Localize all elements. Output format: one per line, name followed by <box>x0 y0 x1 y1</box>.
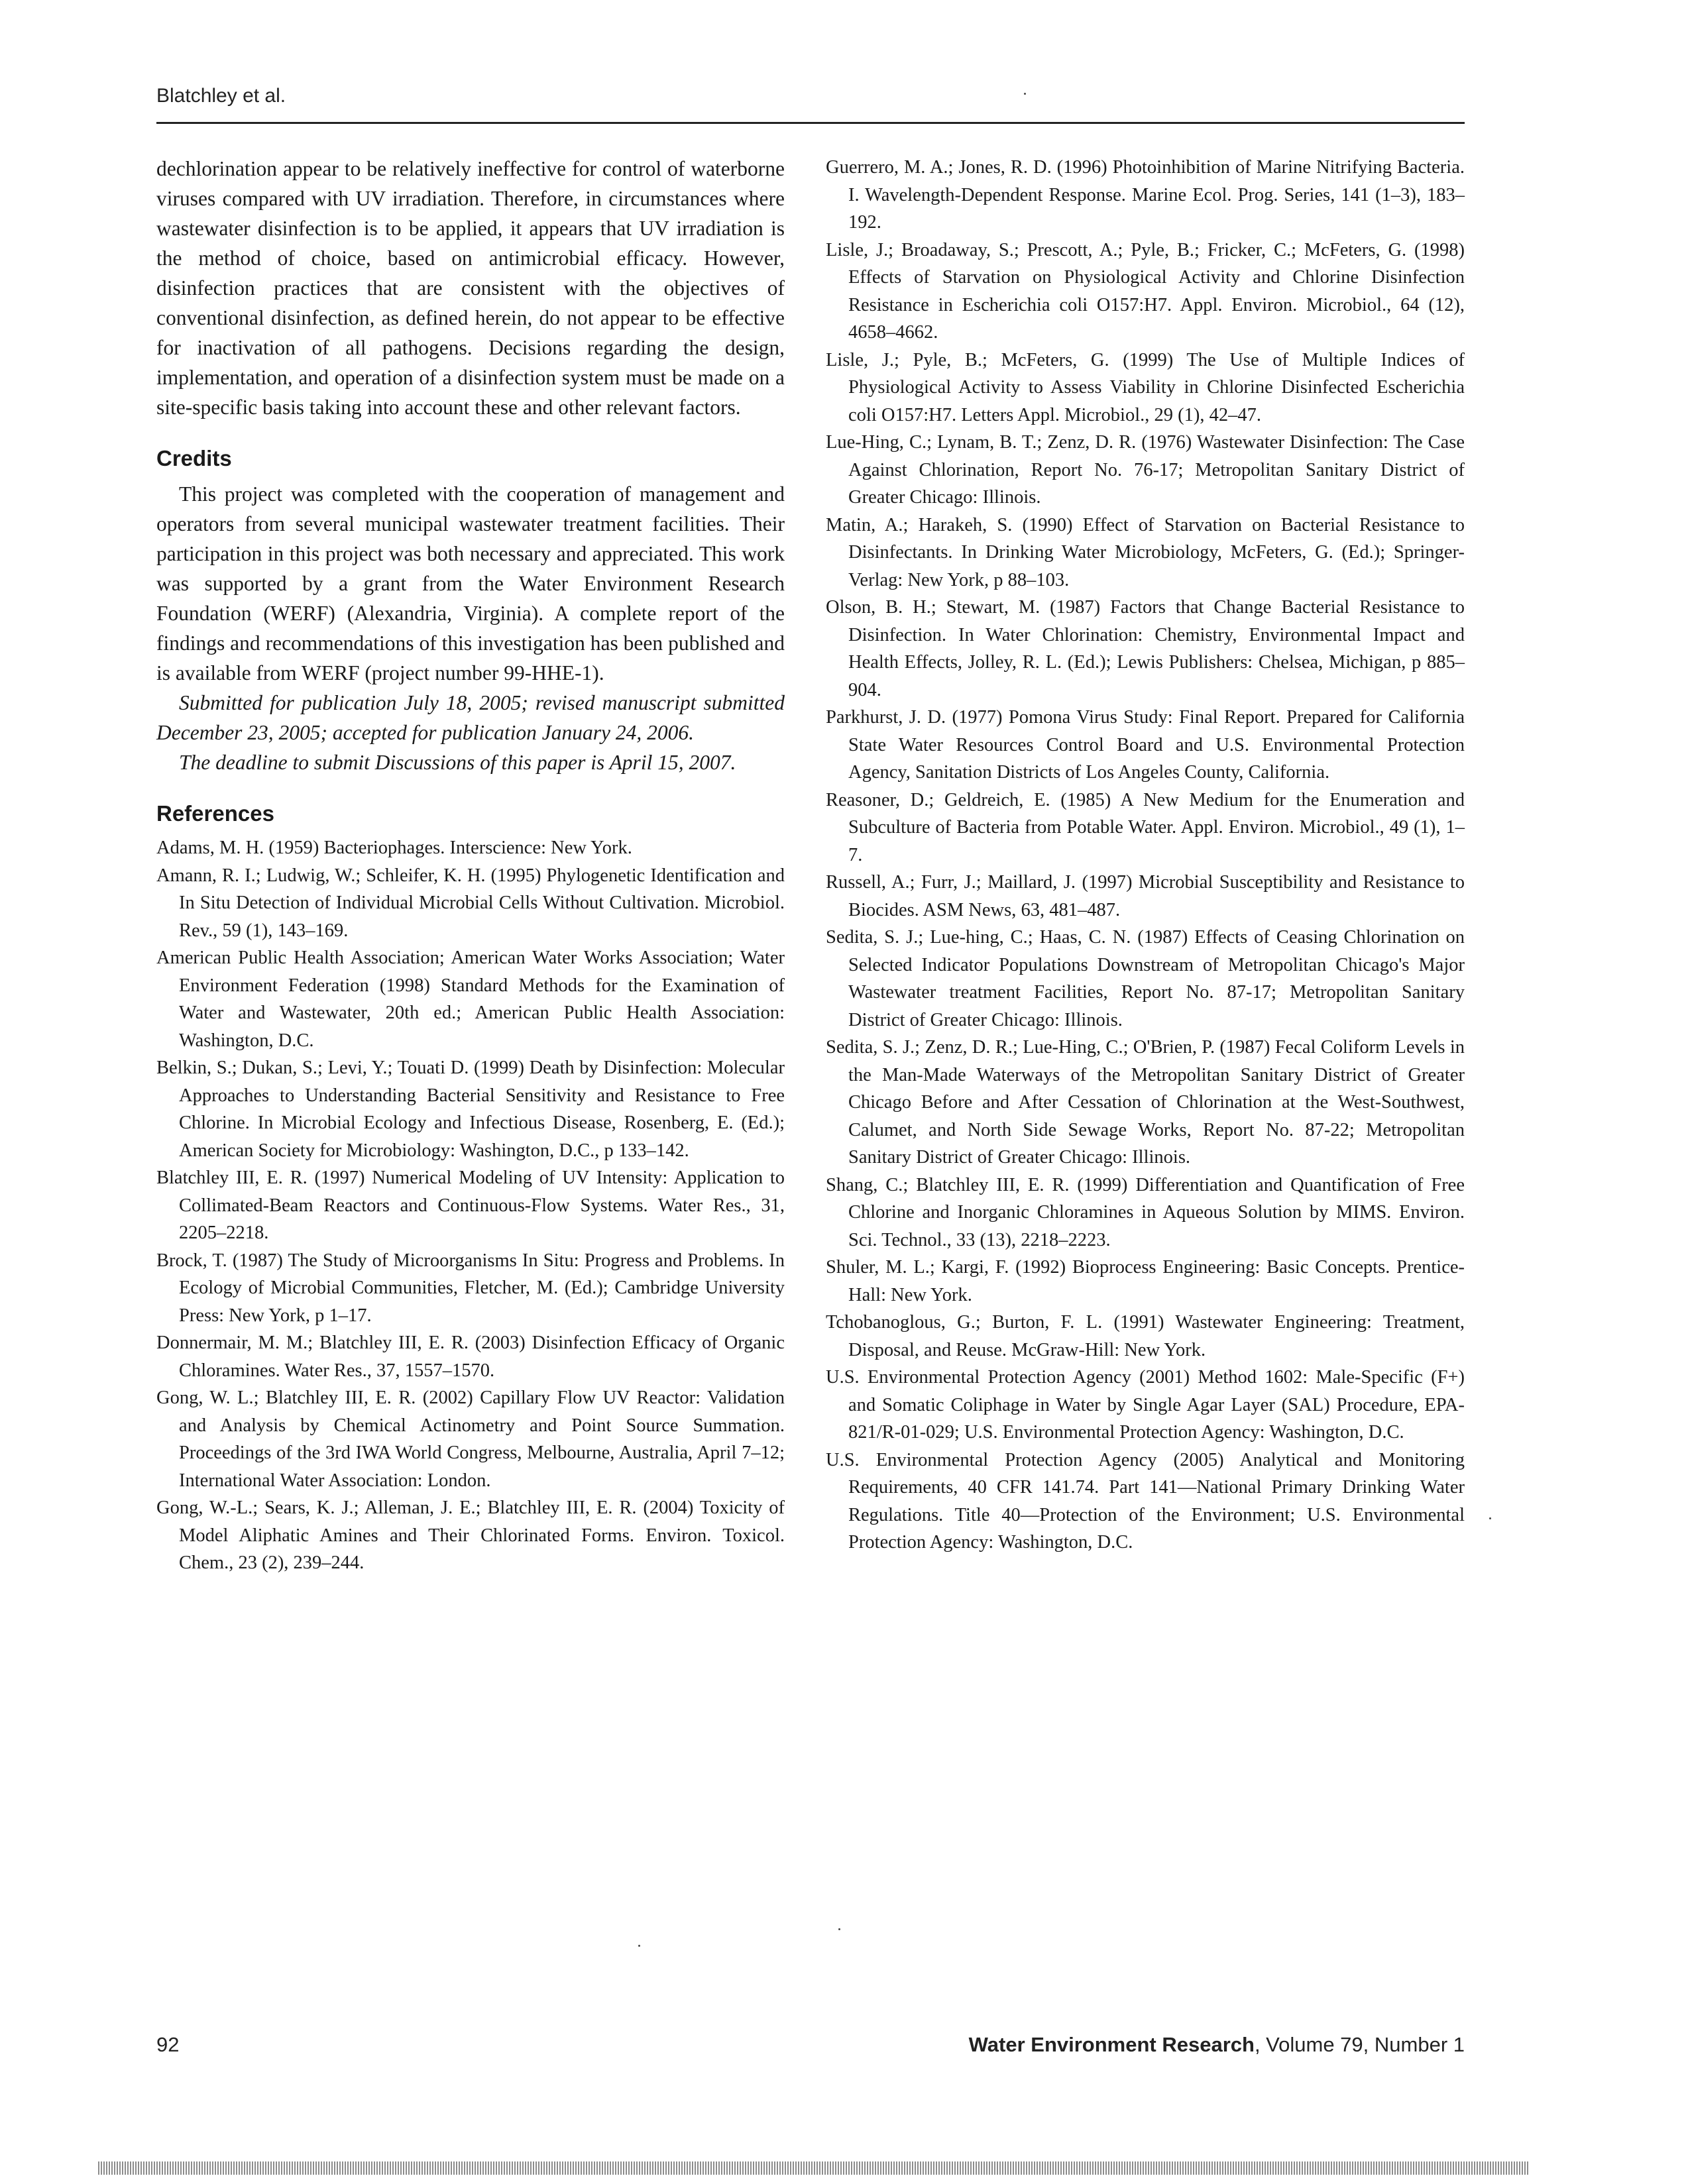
reference-entry: Parkhurst, J. D. (1977) Pomona Virus Study: Final Report. Prepared for California State Water Resources Control Board and U.S. Environmental Protection Agency, Sanitation Districts of Los Angeles County, California. <box>826 707 1465 783</box>
reference-entry: Tchobanoglous, G.; Burton, F. L. (1991) Wastewater Engineering: Treatment, Disposal, and Reuse. McGraw-Hill: New York. <box>826 1312 1465 1360</box>
reference-entry: Lue-Hing, C.; Lynam, B. T.; Zenz, D. R. (1976) Wastewater Disinfection: The Case Against Chlorination, Report No. 76-17; Metropolitan Sanitary District of Greater Chicago: Illinois. <box>826 432 1465 508</box>
right-column <box>826 154 1465 1556</box>
credits-heading: Credits <box>156 446 232 470</box>
reference-entry: Sedita, S. J.; Lue-hing, C.; Haas, C. N. (1987) Effects of Ceasing Chlorination on Selected Indicator Populations Downstream of Metropolitan Chicago's Major Wastewater treatment Facilities, Report No. 87-17; Metropolitan Sanitary District of Greater Chicago: Illinois. <box>826 927 1465 1030</box>
reference-entry: Belkin, S.; Dukan, S.; Levi, Y.; Touati D. (1999) Death by Disinfection: Molecular Approaches to Understanding Bacterial Sensitivity and Resistance to Free Chlorine. In Microbial Ecology and Infectious Disease, Rosenberg, E. (Ed.); American Society for Microbiology: Washington, D.C., p 133–142. <box>156 1058 785 1161</box>
discussion-deadline-note: The deadline to submit Discussions of this paper is April 15, 2007. <box>179 751 736 774</box>
reference-entry: American Public Health Association; American Water Works Association; Water Environment Federation (1998) Standard Methods for the Examination of Water and Wastewater, 20th ed.; American Public Health Association: Washington, D.C. <box>156 948 785 1051</box>
scan-speck <box>838 1928 840 1930</box>
left-column <box>156 154 785 1577</box>
reference-entry: Shang, C.; Blatchley III, E. R. (1999) Differentiation and Quantification of Free Chlorine and Inorganic Chloramines in Aqueous Solution by MIMS. Environ. Sci. Technol., 33 (13), 2218–2223. <box>826 1174 1465 1250</box>
running-head: Blatchley et al. <box>156 85 286 107</box>
reference-entry: Donnermair, M. M.; Blatchley III, E. R. (2003) Disinfection Efficacy of Organic Chloramines. Water Res., 37, 1557–1570. <box>156 1333 785 1381</box>
references-heading: References <box>156 801 274 826</box>
reference-entry: Sedita, S. J.; Zenz, D. R.; Lue-Hing, C.; O'Brien, P. (1987) Fecal Coliform Levels in the Man-Made Waterways of the Metropolitan Sanitary District of Greater Chicago Before and After Cessation of Chlorination at the West-Southwest, Calumet, and North Side Sewage Works, Report No. 87-22; Metropolitan Sanitary District of Greater Chicago: Illinois. <box>826 1037 1465 1168</box>
reference-entry: Adams, M. H. (1959) Bacteriophages. Interscience: New York. <box>156 838 632 858</box>
reference-entry: Guerrero, M. A.; Jones, R. D. (1996) Photoinhibition of Marine Nitrifying Bacteria. I. Wavelength-Dependent Response. Marine Ecol. Prog. Series, 141 (1–3), 183–192. <box>826 157 1465 233</box>
reference-entry: Reasoner, D.; Geldreich, E. (1985) A New Medium for the Enumeration and Subculture of Bacteria from Potable Water. Appl. Environ. Microbiol., 49 (1), 1–7. <box>826 789 1465 865</box>
reference-entry: Matin, A.; Harakeh, S. (1990) Effect of Starvation on Bacterial Resistance to Disinfectants. In Drinking Water Microbiology, McFeters, G. (Ed.); Springer-Verlag: New York, p 88–103. <box>826 514 1465 590</box>
reference-entry: Lisle, J.; Broadaway, S.; Prescott, A.; Pyle, B.; Fricker, C.; McFeters, G. (1998) Effects of Starvation on Physiological Activity and Chlorine Disinfection Resistance in Escherichia coli O157:H7. Appl. Environ. Microbiol., 64 (12), 4658–4662. <box>826 239 1465 343</box>
reference-entry: U.S. Environmental Protection Agency (2005) Analytical and Monitoring Requirements, 40 CFR 141.74. Part 141—National Primary Drinking Water Regulations. Title 40—Protection of the Environment; U.S. Environmental Protection Agency: Washington, D.C. <box>826 1449 1465 1553</box>
reference-entry: Amann, R. I.; Ludwig, W.; Schleifer, K. H. (1995) Phylogenetic Identification and In Situ Detection of Individual Microbial Cells Without Cultivation. Microbiol. Rev., 59 (1), 143–169. <box>156 865 785 941</box>
credits-paragraph: This project was completed with the cooperation of management and operators from several municipal wastewater treatment facilities. Their participation in this project was both necessary and appreciated. This work was supported by a grant from the Water Environment Research Foundation (WERF) (Alexandria, Virginia). A complete report of the findings and recommendations of this investigation has been published and is available from WERF (project number 99-HHE-1). <box>156 482 785 684</box>
body-paragraph-intro: dechlorination appear to be relatively ineffective for control of waterborne viruses compared with UV irradiation. Therefore, in circumstances where wastewater disinfection is to be applied, it appears that UV irradiation is the method of choice, based on antimicrobial efficacy. However, disinfection practices that are consistent with the objectives of conventional disinfection, as defined herein, do not appear to be effective for inactivation of all pathogens. Decisions regarding the design, implementation, and operation of a disinfection system must be made on a site-specific basis taking into account these and other relevant factors. <box>156 157 785 419</box>
reference-list-right <box>826 154 1465 1556</box>
reference-entry: Olson, B. H.; Stewart, M. (1987) Factors that Change Bacterial Resistance to Disinfection. In Water Chlorination: Chemistry, Environmental Impact and Health Effects, Jolley, R. L. (Ed.); Lewis Publishers: Chelsea, Michigan, p 885–904. <box>826 597 1465 700</box>
reference-entry: U.S. Environmental Protection Agency (2001) Method 1602: Male-Specific (F+) and Somatic Coliphage in Water by Single Agar Layer (SAL) Procedure, EPA-821/R-01-029; U.S. Environmental Protection Agency: Washington, D.C. <box>826 1367 1465 1443</box>
reference-entry: Lisle, J.; Pyle, B.; McFeters, G. (1999) The Use of Multiple Indices of Physiological Activity to Assess Viability in Chlorine Disinfected Escherichia coli O157:H7. Letters Appl. Microbiol., 29 (1), 42–47. <box>826 349 1465 425</box>
reference-entry: Gong, W. L.; Blatchley III, E. R. (2002) Capillary Flow UV Reactor: Validation and Analysis by Chemical Actinometry and Point Source Summation. Proceedings of the 3rd IWA World Congress, Melbourne, Australia, April 7–12; International Water Association: London. <box>156 1388 785 1491</box>
scan-speck <box>1489 1517 1491 1519</box>
reference-entry: Brock, T. (1987) The Study of Microorganisms In Situ: Progress and Problems. In Ecology of Microbial Communities, Fletcher, M. (Ed.); Cambridge University Press: New York, p 1–17. <box>156 1250 785 1326</box>
submission-note: Submitted for publication July 18, 2005; revised manuscript submitted December 23, 2005; accepted for publication January 24, 2006. <box>156 691 785 744</box>
reference-entry: Shuler, M. L.; Kargi, F. (1992) Bioprocess Engineering: Basic Concepts. Prentice-Hall: New York. <box>826 1257 1465 1305</box>
reference-list-left <box>156 834 785 1577</box>
reference-entry: Gong, W.-L.; Sears, K. J.; Alleman, J. E.; Blatchley III, E. R. (2004) Toxicity of Model Aliphatic Amines and Their Chlorinated Forms. Environ. Toxicol. Chem., 23 (2), 239–244. <box>156 1498 785 1573</box>
volume-issue: , Volume 79, Number 1 <box>1254 2033 1465 2056</box>
header-rule <box>156 122 1465 124</box>
journal-footer <box>969 2033 1465 2057</box>
reference-entry: Blatchley III, E. R. (1997) Numerical Modeling of UV Intensity: Application to Collimated-Beam Reactors and Continuous-Flow Systems. Water Res., 31, 2205–2218. <box>156 1168 785 1243</box>
page-number: 92 <box>156 2033 180 2056</box>
scan-speck <box>1024 93 1026 95</box>
journal-name: Water Environment Research <box>968 2033 1255 2056</box>
reference-entry: Russell, A.; Furr, J.; Maillard, J. (1997) Microbial Susceptibility and Resistance to Biocides. ASM News, 63, 481–487. <box>826 872 1465 920</box>
scan-speck <box>638 1945 640 1947</box>
scan-edge-strip <box>98 2161 1530 2175</box>
